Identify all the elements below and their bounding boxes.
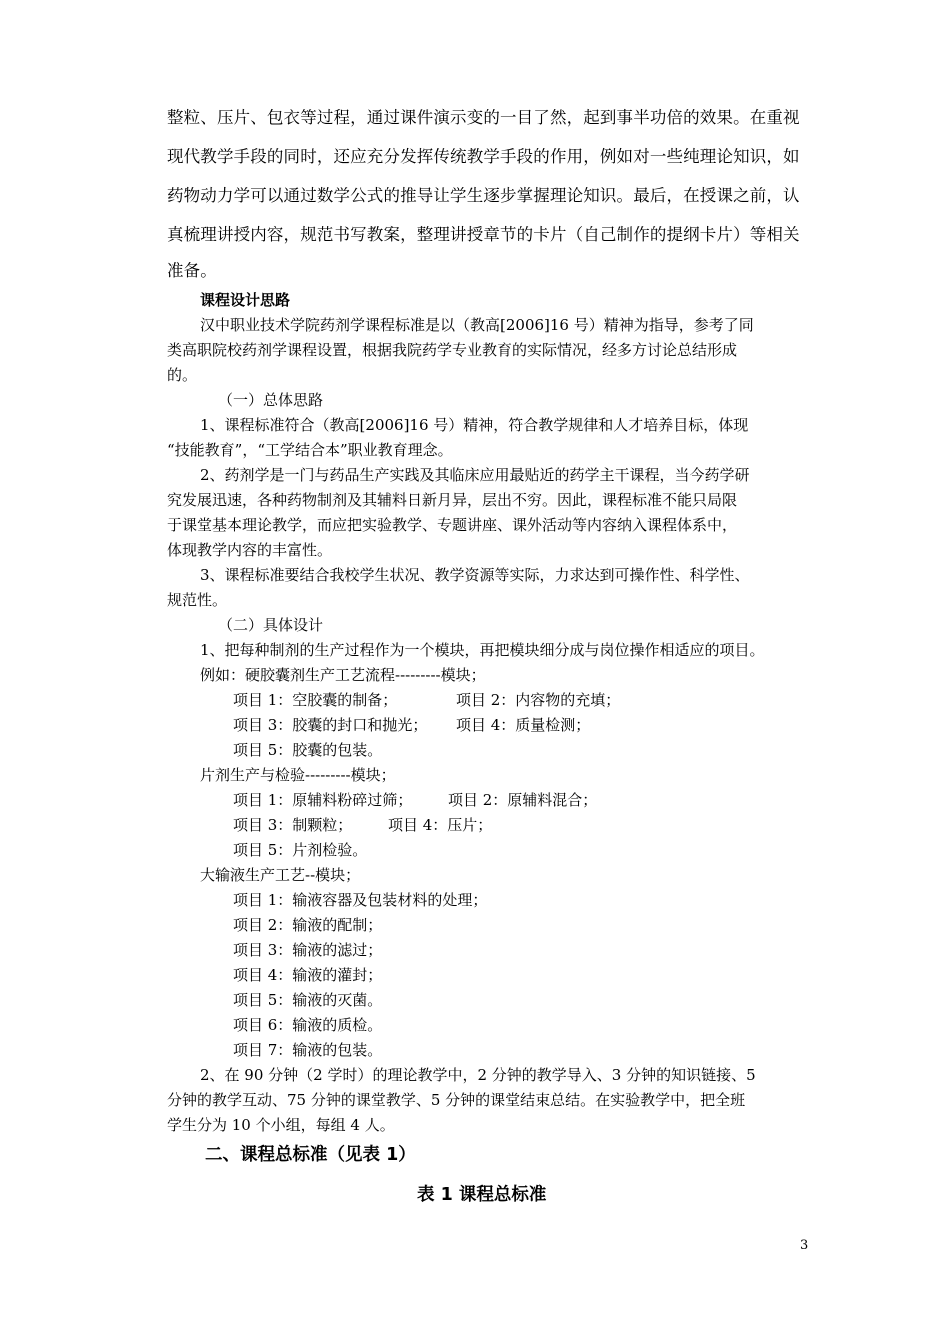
design-intro-line: 的。: [167, 366, 198, 384]
infusion-item: 项目 3：输液的滤过；: [233, 941, 383, 959]
tablet-item: 项目 5：片剂检验。: [233, 841, 368, 859]
infusion-item: 项目 4：输液的灌封；: [233, 966, 383, 984]
capsule-item: 项目 3：胶囊的封口和抛光；: [233, 716, 428, 734]
overall-line: 究发展迅速，各种药物制剂及其辅料日新月异，层出不穷。因此，课程标准不能只局限: [167, 491, 738, 509]
overall-line: 2、药剂学是一门与药品生产实践及其临床应用最贴近的药学主干课程，当今药学研: [200, 466, 750, 484]
intro-line: 现代教学手段的同时，还应充分发挥传统教学手段的作用，例如对一些纯理论知识，如: [167, 147, 800, 166]
overall-line: 1、课程标准符合（教高[2006]16 号）精神，符合教学规律和人才培养目标，体现: [200, 416, 749, 434]
specific-point-1: 1、把每种制剂的生产过程作为一个模块，再把模块细分成与岗位操作相适应的项目。: [200, 641, 765, 659]
tablet-item: 项目 2：原辅料混合；: [448, 791, 598, 809]
intro-line: 药物动力学可以通过数学公式的推导让学生逐步掌握理论知识。最后，在授课之前，认: [167, 186, 800, 205]
capsule-item: 项目 1：空胶囊的制备；: [233, 691, 398, 709]
specific-point-2-line: 2、在 90 分钟（2 学时）的理论教学中，2 分钟的教学导入、3 分钟的知识链接、5: [200, 1066, 756, 1084]
capsule-item: 项目 2：内容物的充填；: [456, 691, 621, 709]
infusion-item: 项目 5：输液的灭菌。: [233, 991, 383, 1009]
section-two-heading: 二、课程总标准（见表 1）: [205, 1145, 416, 1165]
overall-line: “技能教育”，“工学结合本”职业教育理念。: [167, 441, 453, 459]
intro-line: 真梳理讲授内容，规范书写教案，整理讲授章节的卡片（自己制作的提纲卡片）等相关: [167, 225, 800, 244]
design-intro-line: 汉中职业技术学院药剂学课程标准是以（教高[2006]16 号）精神为指导，参考了同: [200, 316, 754, 334]
design-intro-line: 类高职院校药剂学课程设置，根据我院药学专业教育的实际情况，经多方讨论总结形成: [167, 341, 738, 359]
tablet-item: 项目 4：压片；: [388, 816, 493, 834]
infusion-item: 项目 2：输液的配制；: [233, 916, 383, 934]
table-caption: 表 1 课程总标准: [417, 1185, 547, 1205]
module-label: 大输液生产工艺--模块；: [200, 866, 361, 884]
specific-point-2-line: 学生分为 10 个小组，每组 4 人。: [167, 1116, 395, 1134]
overall-line: 3、课程标准要结合我校学生状况、教学资源等实际，力求达到可操作性、科学性、: [200, 566, 750, 584]
section-heading: 课程设计思路: [200, 291, 291, 309]
subheading-overall: （一）总体思路: [218, 391, 324, 409]
example-label: 例如：硬胶囊剂生产工艺流程---------模块；: [200, 666, 486, 684]
module-label: 片剂生产与检验---------模块；: [200, 766, 396, 784]
specific-point-2-line: 分钟的教学互动、75 分钟的课堂教学、5 分钟的课堂结束总结。在实验教学中，把全班: [167, 1091, 746, 1109]
tablet-item: 项目 1：原辅料粉碎过筛；: [233, 791, 413, 809]
infusion-item: 项目 6：输液的质检。: [233, 1016, 383, 1034]
infusion-item: 项目 1：输液容器及包装材料的处理；: [233, 891, 488, 909]
capsule-item: 项目 4：质量检测；: [456, 716, 591, 734]
overall-line: 体现教学内容的丰富性。: [167, 541, 333, 559]
intro-line: 整粒、压片、包衣等过程，通过课件演示变的一目了然，起到事半功倍的效果。在重视: [167, 108, 800, 127]
capsule-item: 项目 5：胶囊的包装。: [233, 741, 383, 759]
page-number: 3: [800, 1238, 809, 1253]
intro-line: 准备。: [167, 261, 217, 280]
infusion-item: 项目 7：输液的包装。: [233, 1041, 383, 1059]
overall-line: 于课堂基本理论教学，而应把实验教学、专题讲座、课外活动等内容纳入课程体系中，: [167, 516, 738, 534]
overall-line: 规范性。: [167, 591, 228, 609]
tablet-item: 项目 3：制颗粒；: [233, 816, 353, 834]
subheading-specific: （二）具体设计: [218, 616, 324, 634]
